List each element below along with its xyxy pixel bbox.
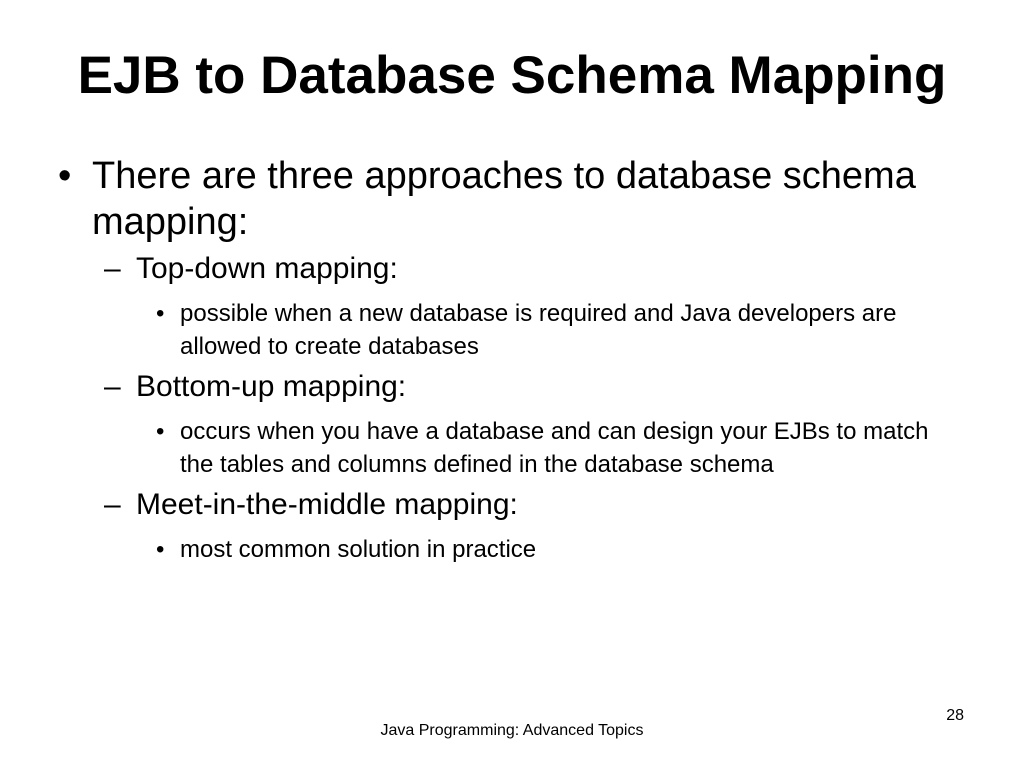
sub-bullet-bottom-up (104, 369, 988, 405)
dash-marker: – (104, 252, 121, 285)
bullet-marker: • (156, 300, 165, 327)
bullet-main (58, 153, 988, 245)
bullet-marker: • (58, 155, 72, 197)
detail-text: possible when a new database is required and Java developers are allowed to create databases (180, 300, 897, 360)
slide-footer: Java Programming: Advanced Topics (380, 722, 644, 739)
sub-bullet-label: Top-down mapping: (136, 252, 398, 285)
bullet-marker: • (156, 418, 165, 445)
sub-bullet-label: Meet-in-the-middle mapping: (136, 488, 518, 521)
dash-marker: – (104, 370, 121, 403)
detail-text: occurs when you have a database and can design your EJBs to match the tables and columns defined in the database schema (180, 418, 929, 478)
sub-bullet-top-down (104, 251, 988, 287)
sub-bullet-label: Bottom-up mapping: (136, 370, 407, 403)
slide-content (58, 153, 988, 566)
detail-meet-in-the-middle (156, 533, 950, 566)
detail-text: most common solution in practice (180, 536, 537, 563)
bullet-main-text: There are three approaches to database schema mapping: (92, 155, 916, 243)
dash-marker: – (104, 488, 121, 521)
detail-top-down (156, 297, 950, 363)
sub-bullet-meet-in-the-middle (104, 487, 988, 523)
bullet-marker: • (156, 536, 165, 563)
slide-number: 28 (946, 707, 964, 724)
detail-bottom-up (156, 415, 950, 481)
slide-title: EJB to Database Schema Mapping (77, 46, 947, 105)
